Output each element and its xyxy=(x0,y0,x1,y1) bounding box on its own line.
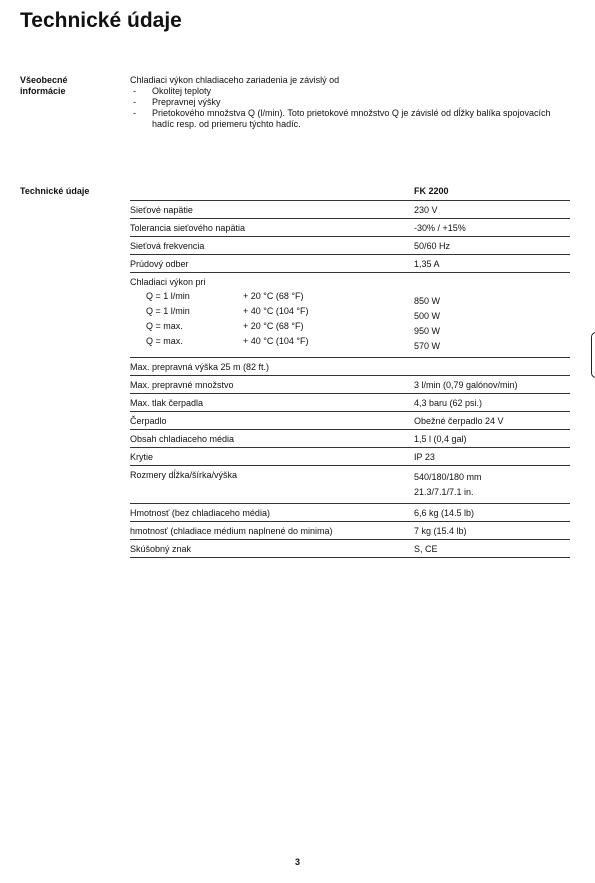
param-cell: Tolerancia sieťového napätia xyxy=(130,219,414,237)
param-cell: Sieťová frekvencia xyxy=(130,237,414,255)
cooling-param-label: Chladiaci výkon pri xyxy=(130,277,206,287)
page-number: 3 xyxy=(294,857,300,867)
dimensions-metric: 540/180/180 mm xyxy=(414,472,482,482)
param-cell: Obsah chladiaceho média xyxy=(130,430,414,448)
cooling-value: 850 W xyxy=(414,296,441,306)
page-edge-tab xyxy=(591,332,595,378)
cooling-condition xyxy=(130,334,414,349)
temperature-condition: + 40 °C (104 °F) xyxy=(243,306,309,316)
flow-condition: Q = max. xyxy=(146,321,183,331)
table-row-dimensions xyxy=(130,466,570,504)
list-item: - Okolitej teploty xyxy=(130,86,570,97)
param-cell: Hmotnosť (bez chladiaceho média) xyxy=(130,504,414,522)
param-cell: Čerpadlo xyxy=(130,412,414,430)
value-cell: S, CE xyxy=(414,540,570,558)
header-param-cell xyxy=(130,186,414,201)
table-row xyxy=(130,201,570,219)
cooling-condition xyxy=(130,304,414,319)
general-info-intro: Chladiaci výkon chladiaceho zariadenia je závislý od xyxy=(130,75,340,85)
table-row xyxy=(130,430,570,448)
temperature-condition: + 20 °C (68 °F) xyxy=(243,321,304,331)
value-cell: 1,5 l (0,4 gal) xyxy=(414,430,570,448)
value-cell: -30% / +15% xyxy=(414,219,570,237)
value-cell: 1,35 A xyxy=(414,255,570,273)
cooling-value: 500 W xyxy=(414,311,441,321)
list-item: - Prepravnej výšky xyxy=(130,97,570,108)
specs-label: Technické údaje xyxy=(20,186,90,196)
flow-condition: Q = 1 l/min xyxy=(146,291,190,301)
dimensions-imperial: 21.3/7.1/7.1 in. xyxy=(414,487,474,497)
param-cell: Max. prepravné množstvo xyxy=(130,376,414,394)
general-info-list xyxy=(130,86,570,130)
table-row xyxy=(130,255,570,273)
temperature-condition: + 40 °C (104 °F) xyxy=(243,336,309,346)
param-cell: Prúdový odber xyxy=(130,255,414,273)
value-cell: 230 V xyxy=(414,201,570,219)
cooling-condition xyxy=(130,319,414,334)
param-cell: Sieťové napätie xyxy=(130,201,414,219)
table-row xyxy=(130,237,570,255)
value-cell xyxy=(414,358,570,376)
cooling-value: 570 W xyxy=(414,341,441,351)
table-row xyxy=(130,376,570,394)
value-cell: 6,6 kg (14.5 lb) xyxy=(414,504,570,522)
param-cell: Skúšobný znak xyxy=(130,540,414,558)
table-row-cooling xyxy=(130,273,570,358)
param-cell: hmotnosť (chladiace médium naplnené do minima) xyxy=(130,522,414,540)
table-row xyxy=(130,504,570,522)
value-cell: 50/60 Hz xyxy=(414,237,570,255)
value-cell xyxy=(414,466,570,504)
table-row xyxy=(130,522,570,540)
temperature-condition: + 20 °C (68 °F) xyxy=(243,291,304,301)
param-cell: Max. prepravná výška 25 m (82 ft.) xyxy=(130,358,414,376)
param-cell xyxy=(130,273,414,358)
page-title: Technické údaje xyxy=(20,9,182,32)
value-cell: Obežné čerpadlo 24 V xyxy=(414,412,570,430)
param-cell: Krytie xyxy=(130,448,414,466)
list-item: - Prietokového množstva Q (l/min). Toto prietokové množstvo Q je závislé od dĺžky balíka spojovacích hadíc resp. od priemeru týchto hadíc. xyxy=(130,108,570,130)
table-row xyxy=(130,358,570,376)
spec-table xyxy=(130,186,570,558)
flow-condition: Q = max. xyxy=(146,336,183,346)
param-cell: Rozmery dĺžka/šírka/výška xyxy=(130,466,414,504)
value-cell xyxy=(414,273,570,358)
table-header-row xyxy=(130,186,570,201)
general-info-block xyxy=(130,75,570,130)
param-cell: Max. tlak čerpadla xyxy=(130,394,414,412)
table-row xyxy=(130,540,570,558)
value-cell: 3 l/min (0,79 galónov/min) xyxy=(414,376,570,394)
value-cell: 4,3 baru (62 psi.) xyxy=(414,394,570,412)
cooling-conditions xyxy=(130,289,414,349)
table-row xyxy=(130,219,570,237)
general-info-label: Všeobecné informácie xyxy=(20,75,68,96)
value-cell: 7 kg (15.4 lb) xyxy=(414,522,570,540)
table-row xyxy=(130,448,570,466)
cooling-condition xyxy=(130,289,414,304)
header-model-cell: FK 2200 xyxy=(414,186,570,201)
cooling-value: 950 W xyxy=(414,326,441,336)
flow-condition: Q = 1 l/min xyxy=(146,306,190,316)
value-cell: IP 23 xyxy=(414,448,570,466)
table-row xyxy=(130,394,570,412)
table-row xyxy=(130,412,570,430)
